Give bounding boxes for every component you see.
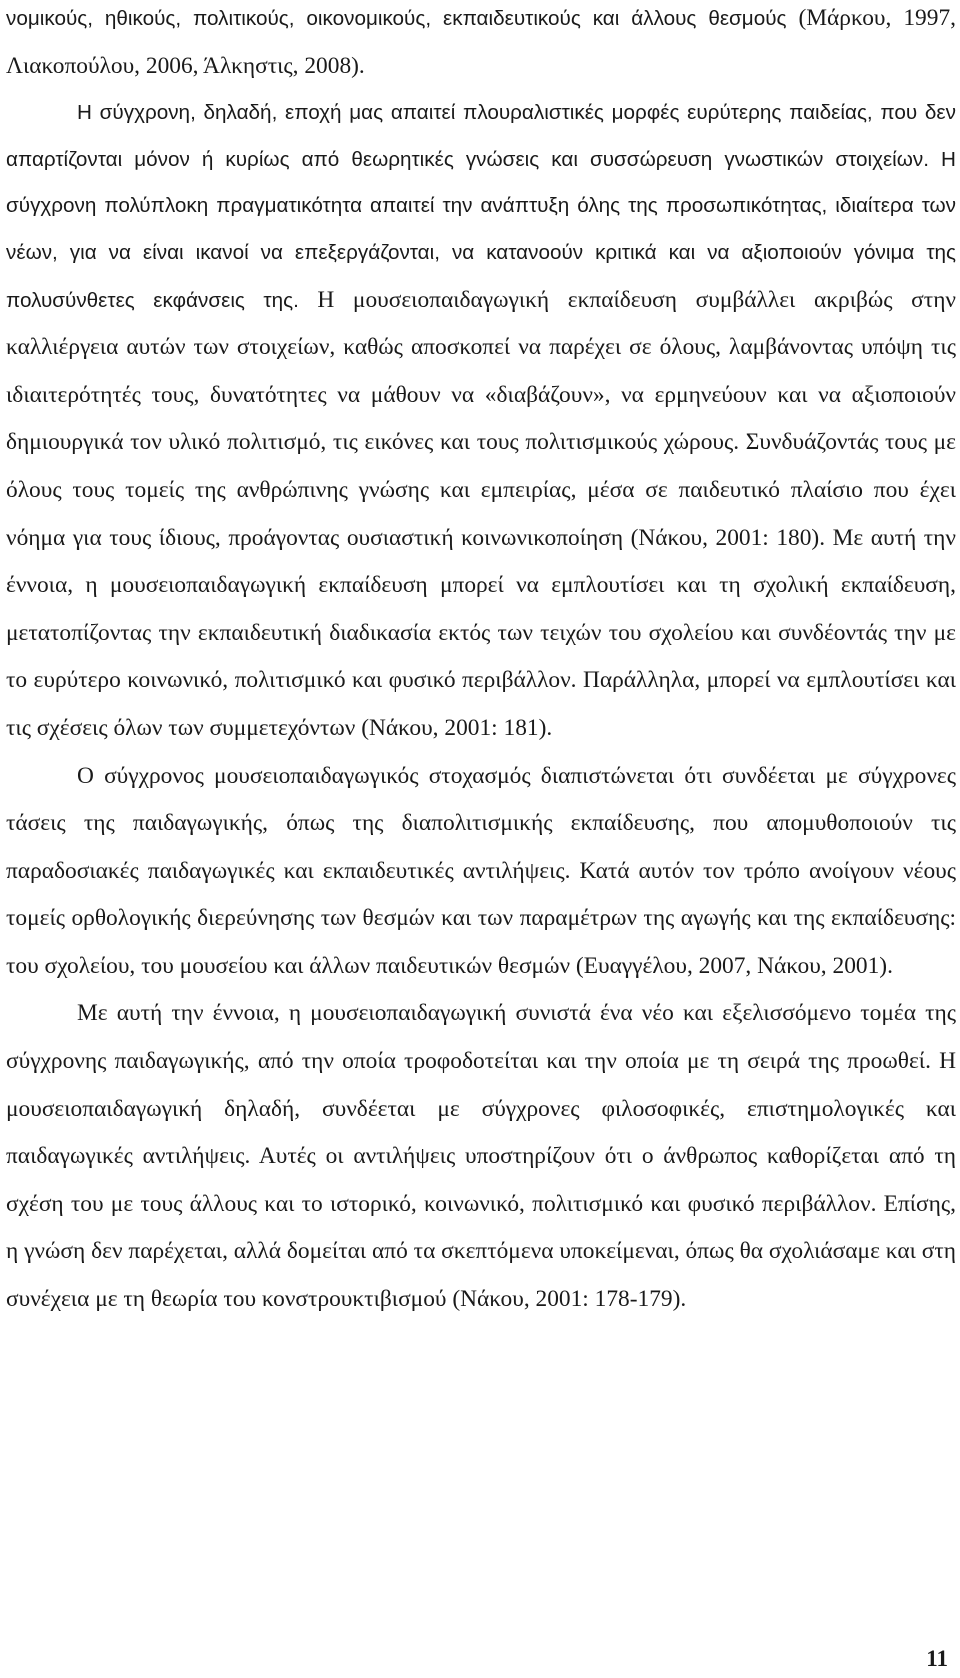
body-text: [6, 0, 956, 1325]
paragraph-1-run-2: (Μάρκου, 1997, Λιακοπούλου, 2006, Άλκηστις, 2008).: [6, 5, 956, 79]
paragraph-3: [6, 754, 956, 992]
paragraph-2: [6, 91, 956, 753]
paragraph-1: [6, 0, 956, 91]
paragraph-4-run-1: Με αυτή την έννοια, η μουσειοπαιδαγωγική συνιστά ένα νέο και εξελισσόμενο τομέα της σύγχρονης παιδαγωγικής, από την οποία τροφοδοτείται και την οποία με τη σειρά της προωθεί. Η μουσειοπαιδαγωγική δηλαδή, συνδέεται με σύγχρονες φιλοσοφικές, επιστημολογικές και παιδαγωγικές αντιλήψεις. Αυτές οι αντιλήψεις υποστηρίζουν ότι ο άνθρωπος καθορίζεται από τη σχέση του με τους άλλους και το ιστορικό, κοινωνικό, πολιτισμικό και φυσικό περιβάλλον. Επίσης, η γνώση δεν παρέχεται, αλλά δομείται από τα σκεπτόμενα υποκείμεναι, όπως θα σχολιάσαμε και στη συνέχεια με τη θεωρία του κονστρουκτιβισμού (Νάκου, 2001: 178-179).: [6, 1000, 956, 1313]
paragraph-4: [6, 991, 956, 1324]
page-number: 11: [926, 1646, 948, 1671]
paragraph-3-run-1: Ο σύγχρονος μουσειοπαιδαγωγικός στοχασμός διαπιστώνεται ότι συνδέεται με σύγχρονες τάσεις της παιδαγωγικής, όπως της διαπολιτισμικής εκπαίδευσης, που απομυθοποιούν τις παραδοσιακές παιδαγωγικές και εκπαιδευτικές αντιλήψεις. Κατά αυτόν τον τρόπο ανοίγουν νέους τομείς ορθολογικής διερεύνησης των θεσμών και των παραμέτρων της αγωγής και της εκπαίδευσης: του σχολείου, του μουσείου και άλλων παιδευτικών θεσμών (Ευαγγέλου, 2007, Νάκου, 2001).: [6, 762, 956, 979]
paragraph-2-run-2: Η μουσειοπαιδαγωγική εκπαίδευση συμβάλλει ακριβώς στην καλλιέργεια αυτών των στοιχείων, καθώς αποσκοπεί να παρέχει σε όλους, λαμβάνοντας υπόψη τις ιδιαιτερότητές τους, δυνατότητες να μάθουν να «διαβάζουν», να ερμηνεύουν και να αξιοποιούν δημιουργικά τον υλικό πολιτισμό, τις εικόνες και τους πολιτισμικούς χώρους. Συνδυάζοντάς τους με όλους τους τομείς της ανθρώπινης γνώσης και εμπειρίας, μέσα σε παιδευτικό πλαίσιο που έχει νόημα για τους ίδιους, προάγοντας ουσιαστική κοινωνικοποίηση (Νάκου, 2001: 180). Με αυτή την έννοια, η μουσειοπαιδαγωγική εκπαίδευση μπορεί να εμπλουτίσει και τη σχολική εκπαίδευση, μετατοπίζοντας την εκπαιδευτική διαδικασία εκτός των τειχών του σχολείου και συνδέοντάς την με το ευρύτερο κοινωνικό, πολιτισμικό και φυσικό περιβάλλον. Παράλληλα, μπορεί να εμπλουτίσει και τις σχέσεις όλων των συμμετεχόντων (Νάκου, 2001: 181).: [6, 286, 957, 741]
paragraph-2-run-1: Η σύγχρονη, δηλαδή, εποχή μας απαιτεί πλουραλιστικές μορφές ευρύτερης παιδείας, που δεν απαρτίζονται μόνον ή κυρίως από θεωρητικές γνώσεις και συσσώρευση γνωστικών στοιχείων. Η σύγχρονη πολύπλοκη πραγματικότητα απαιτεί την ανάπτυξη όλης της προσωπικότητας, ιδιαίτερα των νέων, για να είναι ικανοί να επεξεργάζονται, να κατανοούν κριτικά και να αξιοποιούν γόνιμα της πολυσύνθετες εκφάνσεις της.: [6, 101, 956, 312]
paragraph-1-run-1: νομικούς, ηθικούς, πολιτικούς, οικονομικούς, εκπαιδευτικούς και άλλους θεσμούς: [6, 7, 799, 30]
